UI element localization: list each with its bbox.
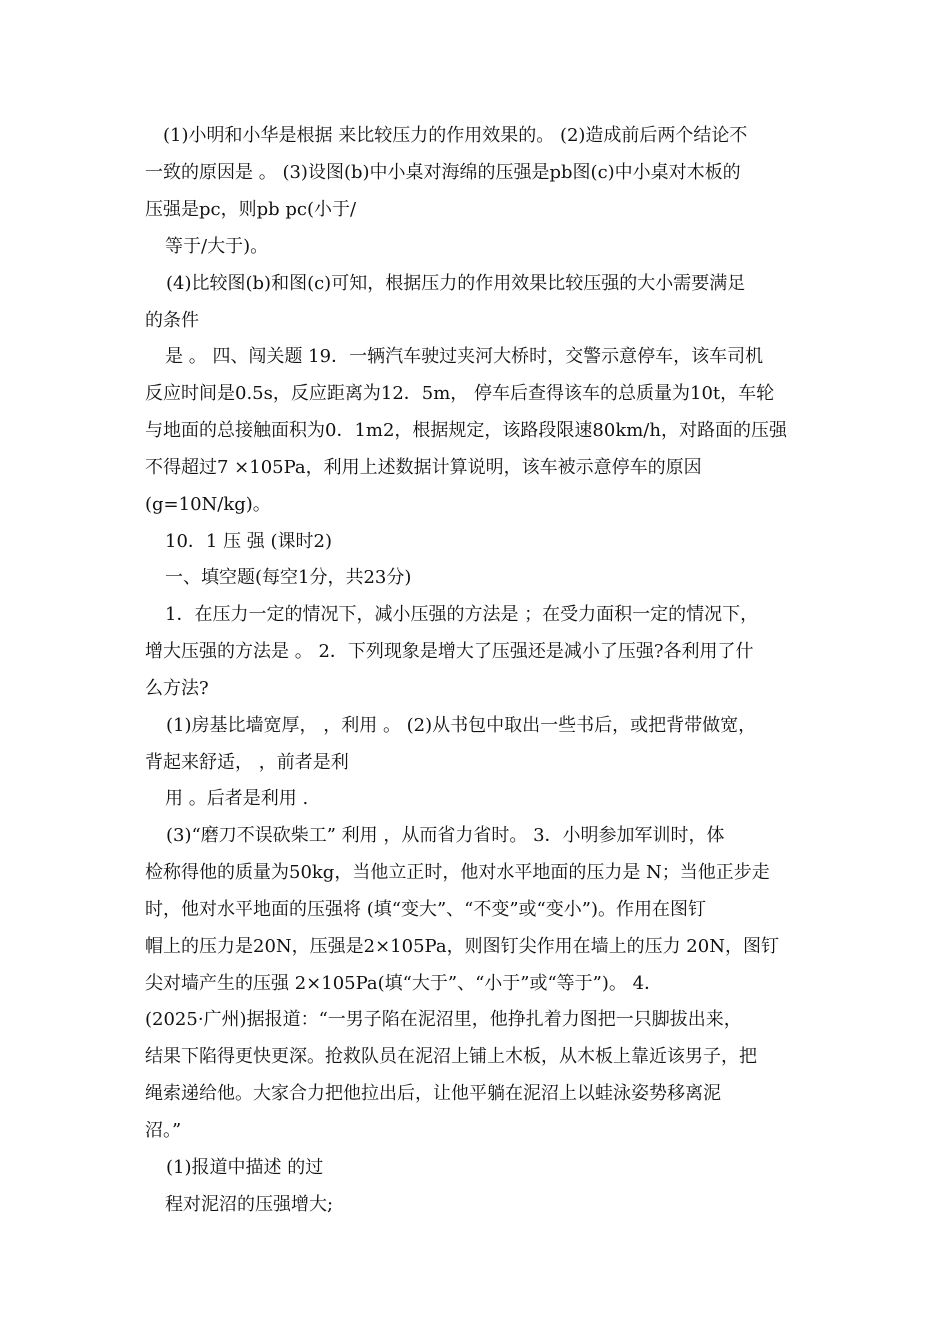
text-line: 不得超过7 ×105Pa，利用上述数据计算说明，该车被示意停车的原因 (145, 457, 702, 478)
text-line: 是 。 四、闯关题 19．一辆汽车驶过夹河大桥时，交警示意停车，该车司机 (165, 346, 764, 367)
text-line: 的条件 (145, 310, 199, 331)
text-line: 压强是pc，则pb pc(小于/ (145, 199, 357, 220)
text-line: (4)比较图(b)和图(c)可知，根据压力的作用效果比较压强的大小需要满足 (166, 273, 746, 294)
text-line: (3)“磨刀不误砍柴工” 利用 ，从而省力省时。 3．小明参加军训时，体 (166, 825, 725, 846)
section-heading: 一、填空题(每空1分，共23分) (165, 567, 412, 588)
text-line: 时，他对水平地面的压强将 (填“变大”、“不变”或“变小”)。作用在图钉 (145, 899, 706, 920)
text-line: 1．在压力一定的情况下，减小压强的方法是 ；在受力面积一定的情况下， (165, 604, 759, 625)
text-line: 尖对墙产生的压强 2×105Pa(填“大于”、“小于”或“等于”)。 4． (145, 973, 663, 994)
text-line: 么方法? (145, 678, 209, 699)
section-heading: 10．1 压 强 (课时2) (165, 531, 333, 552)
text-line: 绳索递给他。大家合力把他拉出后，让他平躺在泥沼上以蛙泳姿势移离泥 (145, 1083, 721, 1104)
text-line: (1)报道中描述 的过 (166, 1157, 324, 1178)
text-line: 沼。” (145, 1120, 182, 1141)
text-line: 程对泥沼的压强增大; (165, 1194, 334, 1215)
text-line: 用 。后者是利用 . (165, 788, 309, 809)
text-line: 反应时间是0.5s，反应距离为12．5m， 停车后查得该车的总质量为10t，车轮 (145, 383, 775, 404)
text-line: 增大压强的方法是 。 2．下列现象是增大了压强还是减小了压强?各利用了什 (145, 641, 754, 662)
text-line: (1)小明和小华是根据 来比较压力的作用效果的。 (2)造成前后两个结论不 (163, 125, 748, 146)
text-line: 帽上的压力是20N，压强是2×105Pa，则图钉尖作用在墙上的压力 20N，图钉 (145, 936, 779, 957)
text-line: (2025·广州)据报道：“一男子陷在泥沼里，他挣扎着力图把一只脚拔出来， (145, 1009, 742, 1030)
text-line: 结果下陷得更快更深。抢救队员在泥沼上铺上木板，从木板上靠近该男子，把 (145, 1046, 757, 1067)
text-line: (1)房基比墙宽厚， ，利用 。 (2)从书包中取出一些书后，或把背带做宽， (166, 715, 757, 736)
text-line: 一致的原因是 。 (3)设图(b)中小桌对海绵的压强是pb图(c)中小桌对木板的 (145, 162, 741, 183)
text-line: 等于/大于)。 (165, 236, 269, 257)
text-line: 检称得他的质量为50kg，当他立正时，他对水平地面的压力是 N；当他正步走 (145, 862, 770, 883)
text-line: 与地面的总接触面积为0．1m2，根据规定，该路段限速80km/h，对路面的压强 (145, 420, 787, 441)
text-line: (g=10N/kg)。 (145, 494, 271, 515)
text-line: 背起来舒适， ，前者是利 (145, 752, 349, 773)
